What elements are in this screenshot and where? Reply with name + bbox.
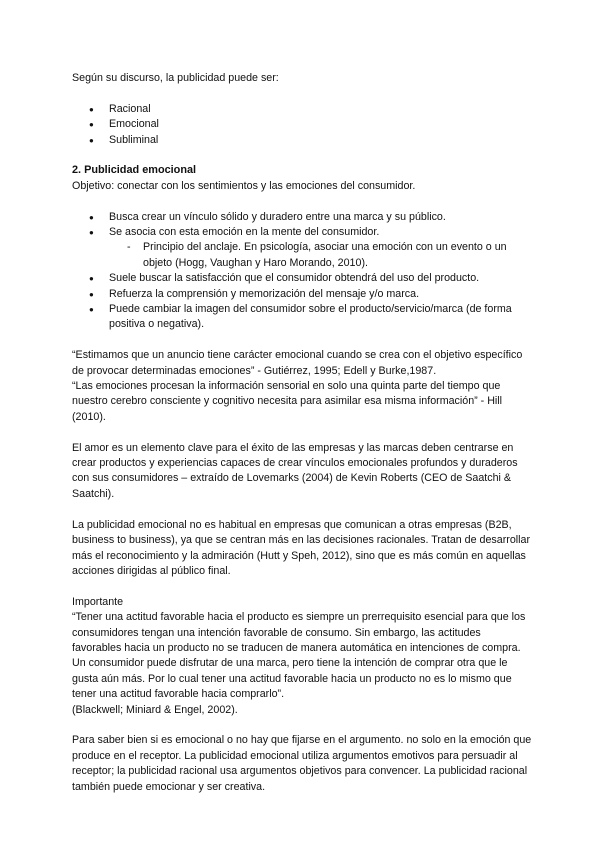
list-item <box>72 225 532 271</box>
list-item: ● Emocional <box>72 117 532 132</box>
list-item: ● Suele buscar la satisfacción que el consumidor obtendrá del uso del producto. <box>72 271 532 286</box>
points-list <box>72 210 532 333</box>
list-item: ● Puede cambiar la imagen del consumidor sobre el producto/servicio/marca (de forma positiva o negativa). <box>72 302 532 333</box>
paragraph-final: Para saber bien si es emocional o no hay que fijarse en el argumento. no solo en la emoción que produce en el receptor. La publicidad emocional utiliza argumentos emotivos para persuadir al receptor; la publicidad racional usa argumentos objetivos para convencer. La publicidad racional también puede emocionar y ser creativa. <box>72 734 532 793</box>
section-heading: 2. Publicidad emocional <box>72 164 197 177</box>
quote-hill: “Las emociones procesan la información sensorial en solo una quinta parte del tiempo que nuestro cerebro consciente y cognitivo necesita para asimilar esa misma información” - Hill (2010). <box>72 380 503 423</box>
intro-text: Según su discurso, la publicidad puede ser: <box>72 72 279 84</box>
sub-list <box>72 240 532 271</box>
important-quote: “Tener una actitud favorable hacia el producto es siempre un prerrequisito esencial para que los consumidores tengan una intención favorable de consumo. Sin embargo, las actitudes favorables hacia un producto no se traducen de manera automática en intenciones de compra. Un consumidor puede disfrutar de una marca, pero tiene la intención de comprar otra que le gusta aún más. Por lo cual tener una actitud favorable hacia un producto no es lo mismo que tener una actitud favorable hacia comprarlo”. <box>72 611 526 701</box>
sub-list-item: - Principio del anclaje. En psicología, asociar una emoción con un evento o un objeto (Hogg, Vaughan y Haro Morando, 2010). <box>72 240 532 271</box>
document-body <box>72 71 532 795</box>
types-list <box>72 102 532 148</box>
paragraph-lovemarks: El amor es un elemento clave para el éxito de las empresas y las marcas deben centrarse en crear productos y experiencias capaces de crear vínculos emocionales profundos y duraderos con sus consumidores – extraído de Lovemarks (2004) de Kevin Roberts (CEO de Saatchi & Saatchi). <box>72 441 518 500</box>
objective-text: Objetivo: conectar con los sentimientos y las emociones del consumidor. <box>72 179 416 192</box>
quote-gutierrez: “Estimamos que un anuncio tiene carácter emocional cuando se crea con el objetivo específico de provocar determinadas emociones” - Gutiérrez, 1995; Edell y Burke,1987. <box>72 349 523 377</box>
list-item: ● Busca crear un vínculo sólido y duradero entre una marca y su público. <box>72 210 532 225</box>
important-label: Importante <box>72 595 124 608</box>
important-citation: (Blackwell; Miniard & Engel, 2002). <box>72 703 238 716</box>
list-item: ● Racional <box>72 102 532 117</box>
list-item-text: Se asocia con esta emoción en la mente del consumidor. <box>109 226 380 239</box>
paragraph-b2b: La publicidad emocional no es habitual en empresas que comunican a otras empresas (B2B, business to business), ya que se centran más en las decisiones racionales. Tratan de desarrollar más el reconocimiento y la admiración (Hutt y Speh, 2012), sino que es más común en aquellas acciones dirigidas al público final. <box>72 518 531 577</box>
list-item: ● Refuerza la comprensión y memorización del mensaje y/o marca. <box>72 287 532 302</box>
list-item: ● Subliminal <box>72 133 532 148</box>
